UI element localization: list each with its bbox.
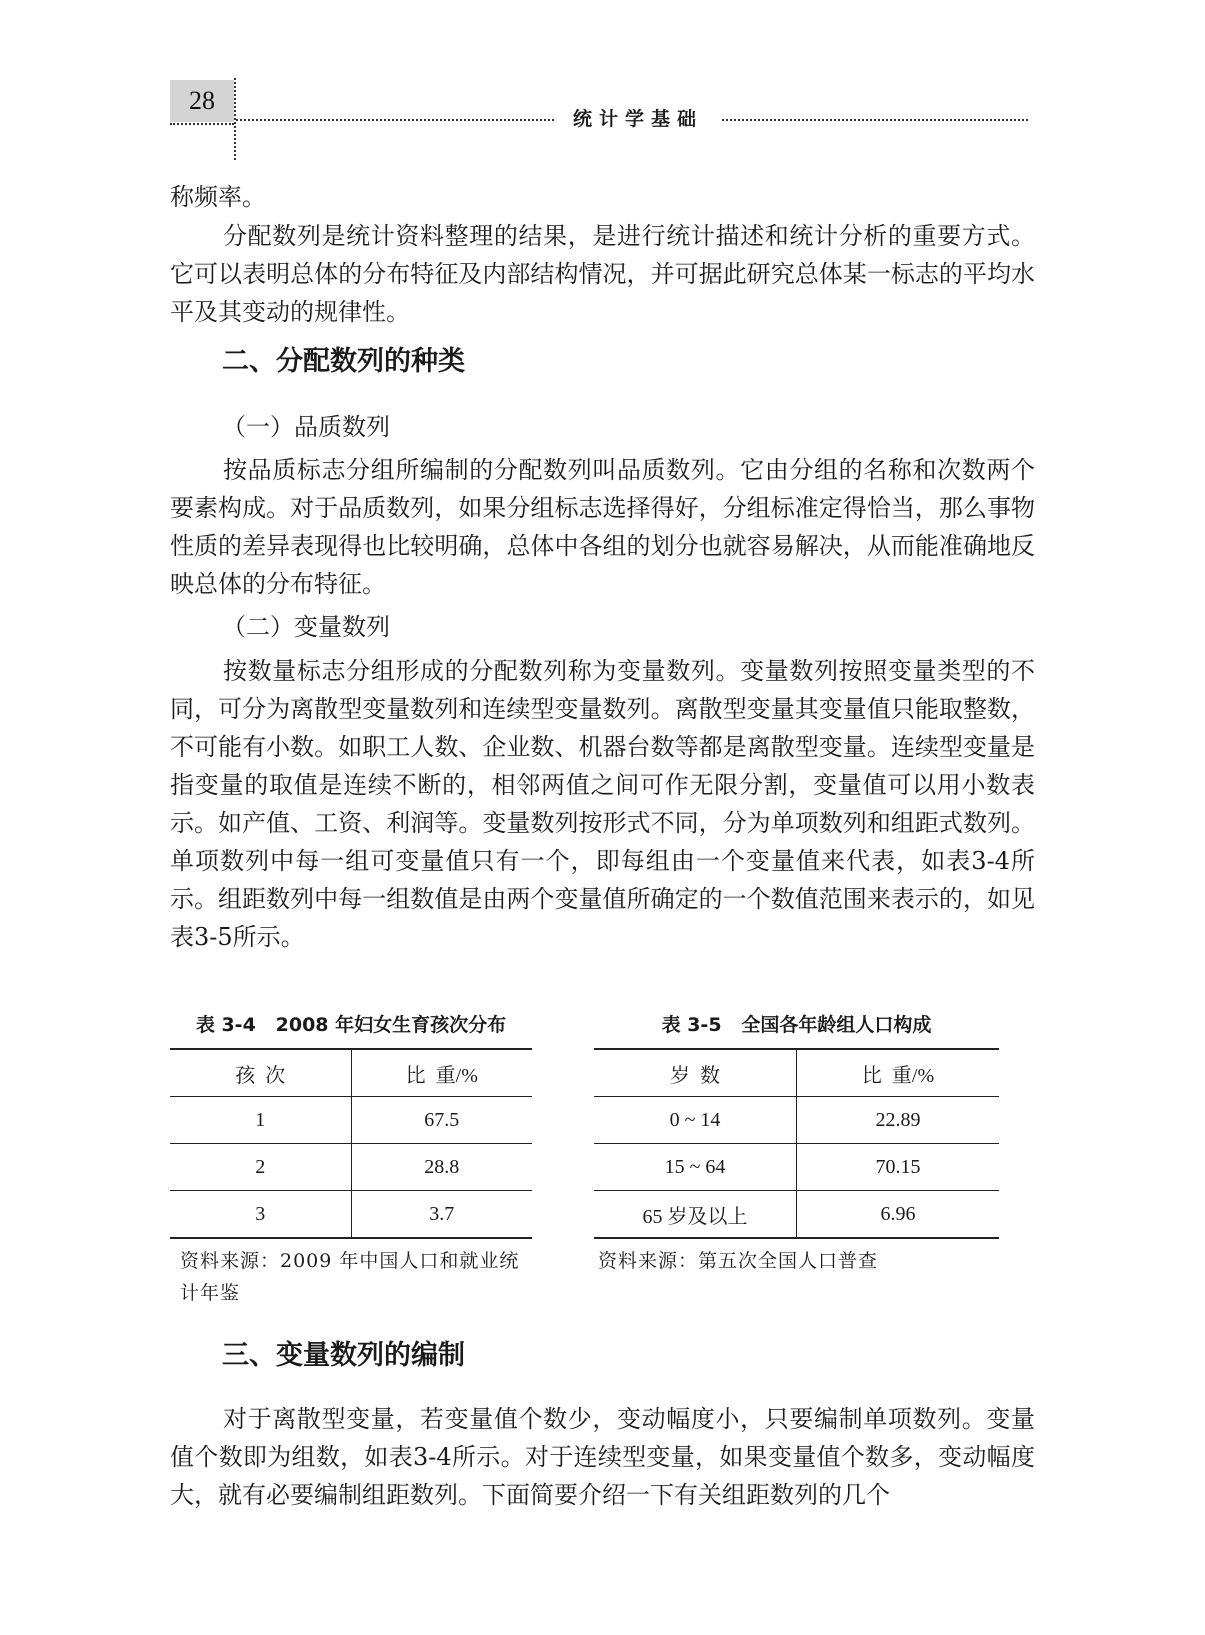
table-caption: 表 3-4 2008 年妇女生育孩次分布: [195, 1014, 507, 1036]
paragraph: 对于离散型变量，若变量值个数少，变动幅度小，只要编制单项数列。变量值个数即为组数，如表3-4所示。对于连续型变量，如果变量值个数多，变动幅度大，就有必要编制组距数列。下面简要介绍一下有关组距数列的几个: [170, 1405, 1035, 1509]
paragraph: 分配数列是统计资料整理的结果，是进行统计描述和统计分析的重要方式。它可以表明总体的分布特征及内部结构情况，并可据此研究总体某一标志的平均水平及其变动的规律性。: [170, 222, 1035, 326]
table-cell: 15 ~ 64: [594, 1144, 797, 1191]
table-row: [594, 1097, 999, 1144]
table-cell: 3: [170, 1191, 351, 1239]
table-row: [170, 1191, 532, 1239]
subsection-heading: （一）品质数列: [222, 413, 390, 441]
table-3-5: [594, 1010, 999, 1277]
table-cell: 6.96: [797, 1191, 1000, 1239]
table-source-note: 资料来源：第五次全国人口普查: [598, 1250, 879, 1272]
header-rule-left: [236, 119, 554, 121]
table-cell: 2: [170, 1144, 351, 1191]
table-caption: 表 3-5 全国各年龄组人口构成: [661, 1014, 932, 1036]
section-heading: 二、分配数列的种类: [222, 346, 465, 377]
data-table: [170, 1048, 532, 1239]
section-heading: 三、变量数列的编制: [222, 1340, 465, 1371]
paragraph: 按品质标志分组所编制的分配数列叫品质数列。它由分组的名称和次数两个要素构成。对于品质数列，如果分组标志选择得好，分组标准定得恰当，那么事物性质的差异表现得也比较明确，总体中各组的划分也就容易解决，从而能准确地反映总体的分布特征。: [170, 456, 1035, 598]
table-cell: 22.89: [797, 1097, 1000, 1144]
table-header-row: [594, 1049, 999, 1097]
column-header: 比 重/%: [797, 1049, 1000, 1097]
table-cell: 67.5: [351, 1097, 532, 1144]
paragraph-continuation: 称频率。: [170, 183, 266, 211]
subsection-heading: （二）变量数列: [222, 613, 390, 641]
table-cell: 65 岁及以上: [594, 1191, 797, 1239]
table-cell: 28.8: [351, 1144, 532, 1191]
table-row: [170, 1097, 532, 1144]
table-cell: 0 ~ 14: [594, 1097, 797, 1144]
table-row: [594, 1144, 999, 1191]
table-3-4: [170, 1010, 532, 1309]
paragraph: 按数量标志分组形成的分配数列称为变量数列。变量数列按照变量类型的不同，可分为离散型变量数列和连续型变量数列。离散型变量其变量值只能取整数，不可能有小数。如职工人数、企业数、机器台数等都是离散型变量。连续型变量是指变量的取值是连续不断的，相邻两值之间可作无限分割，变量值可以用小数表示。如产值、工资、利润等。变量数列按形式不同，分为单项数列和组距式数列。单项数列中每一组可变量值只有一个，即每组由一个变量值来代表，如表3-4所示。组距数列中每一组数值是由两个变量值所确定的一个数值范围来表示的，如见表3-5所示。: [170, 657, 1035, 951]
column-header: 岁 数: [594, 1049, 797, 1097]
data-table: [594, 1048, 999, 1239]
table-row: [594, 1191, 999, 1239]
table-header-row: [170, 1049, 532, 1097]
running-header-title: 统计学基础: [572, 108, 703, 130]
table-cell: 1: [170, 1097, 351, 1144]
table-source-note: 资料来源：2009 年中国人口和就业统计年鉴: [180, 1250, 520, 1304]
table-row: [170, 1144, 532, 1191]
header-page-rule: [170, 123, 234, 125]
table-cell: 70.15: [797, 1144, 1000, 1191]
header-rule-right: [722, 119, 1028, 121]
column-header: 孩 次: [170, 1049, 351, 1097]
page-number: 28: [170, 80, 234, 122]
table-cell: 3.7: [351, 1191, 532, 1239]
column-header: 比 重/%: [351, 1049, 532, 1097]
